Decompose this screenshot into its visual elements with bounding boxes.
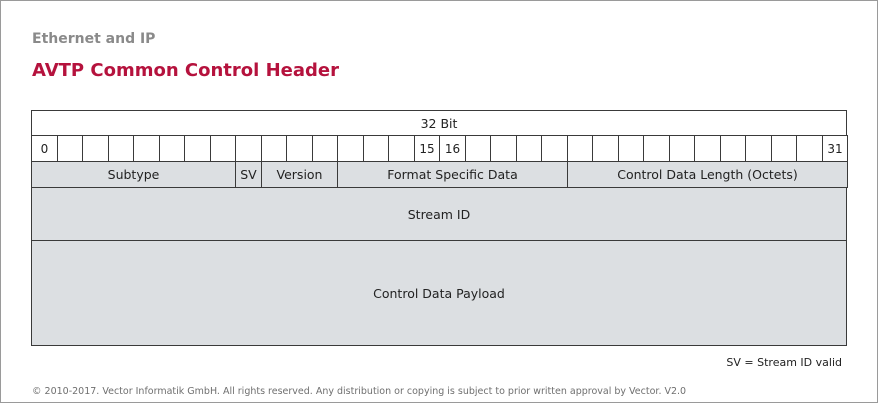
field-version: Version <box>261 161 338 188</box>
bit-cell-17 <box>465 135 491 162</box>
bit-width-label: 32 Bit <box>31 110 847 136</box>
field-control-data-length-octets: Control Data Length (Octets) <box>567 161 848 188</box>
bit-cell-9 <box>261 135 287 162</box>
header-format-table <box>31 110 847 346</box>
bit-cell-15: 15 <box>414 135 440 162</box>
bit-cell-8 <box>235 135 262 162</box>
field-sv: SV <box>235 161 262 188</box>
bit-cell-11 <box>312 135 338 162</box>
bit-cell-7 <box>210 135 236 162</box>
bit-cell-29 <box>771 135 797 162</box>
stream-id-field: Stream ID <box>31 187 847 241</box>
bit-cell-23 <box>618 135 644 162</box>
field-format-specific-data: Format Specific Data <box>337 161 568 188</box>
bit-cell-6 <box>184 135 211 162</box>
bit-cell-4 <box>133 135 160 162</box>
bit-cell-31: 31 <box>822 135 848 162</box>
bit-cell-27 <box>720 135 746 162</box>
bit-cell-24 <box>643 135 670 162</box>
section-label: Ethernet and IP <box>32 31 156 47</box>
bit-cell-10 <box>286 135 313 162</box>
bit-cell-5 <box>159 135 185 162</box>
field-subtype: Subtype <box>31 161 236 188</box>
copyright-footer: © 2010-2017. Vector Informatik GmbH. All rights reserved. Any distribution or copying is subject to prior written approval by Vector. V2.0 <box>32 386 687 397</box>
bit-cell-21 <box>567 135 593 162</box>
control-data-payload-field: Control Data Payload <box>31 240 847 346</box>
bit-cell-0: 0 <box>31 135 58 162</box>
bit-cell-25 <box>669 135 695 162</box>
bit-cell-14 <box>388 135 415 162</box>
bit-cell-16: 16 <box>439 135 466 162</box>
bit-cell-20 <box>541 135 568 162</box>
bit-cell-3 <box>108 135 134 162</box>
bit-cell-12 <box>337 135 364 162</box>
bit-cell-13 <box>363 135 389 162</box>
bit-cell-22 <box>592 135 619 162</box>
diagram-title: AVTP Common Control Header <box>32 60 339 81</box>
bit-cell-1 <box>57 135 83 162</box>
bit-cell-2 <box>82 135 109 162</box>
bit-cell-28 <box>745 135 772 162</box>
bit-cell-19 <box>516 135 542 162</box>
bit-cell-18 <box>490 135 517 162</box>
bit-cell-26 <box>694 135 721 162</box>
bit-cell-30 <box>796 135 823 162</box>
legend-note: SV = Stream ID valid <box>726 356 842 369</box>
